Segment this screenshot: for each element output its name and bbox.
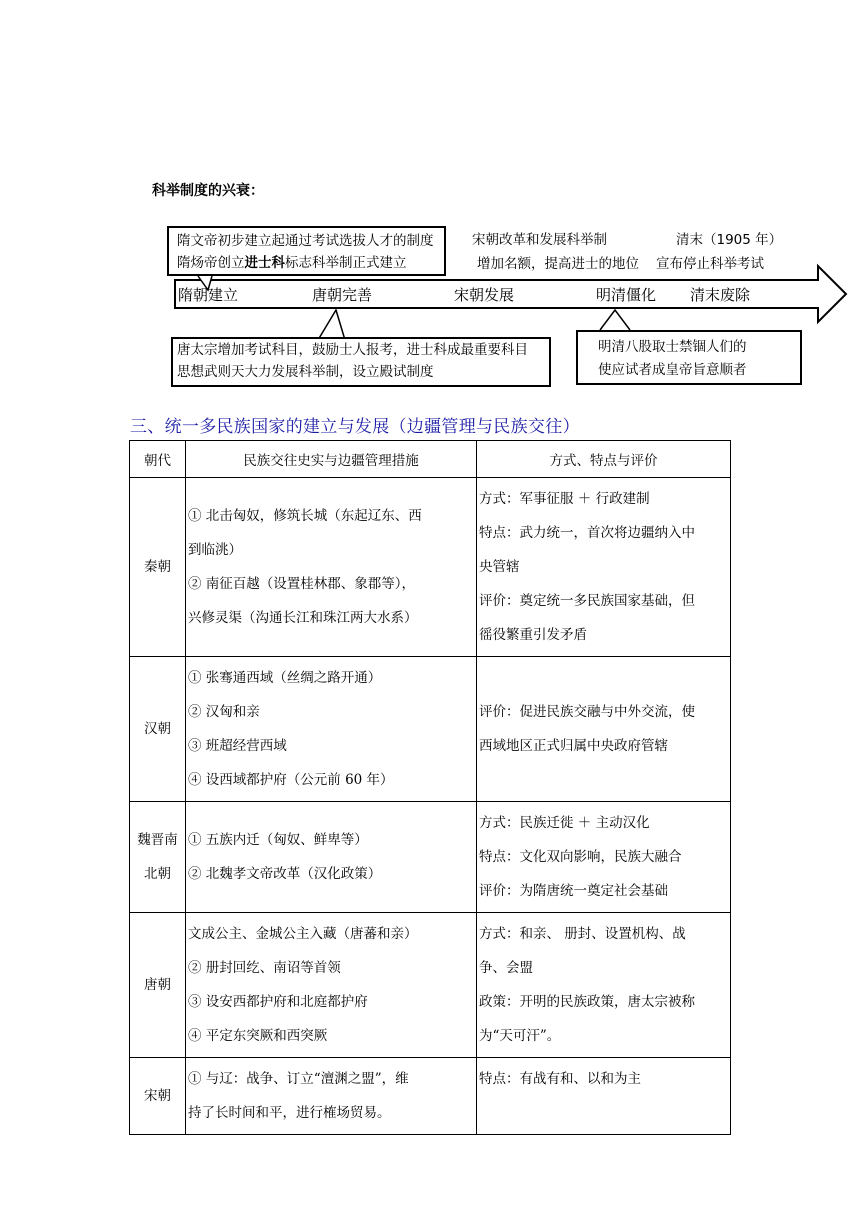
table-row — [130, 802, 731, 913]
ming-line-2: 使应试者成皇帝旨意顺者 — [598, 362, 747, 378]
measure-line: 持了长时间和平，进行榷场贸易。 — [188, 1105, 391, 1121]
ming-qing-annotation-box — [576, 330, 802, 385]
header-dynasty: 朝代 — [130, 441, 186, 478]
evaluation-line: 徭役繁重引发矛盾 — [479, 627, 587, 643]
evaluation-line: 特点：文化双向影响，民族大融合 — [479, 849, 682, 865]
dynasty-cell: 汉朝 — [130, 657, 186, 802]
song-line-1: 宋朝改革和发展科举制 — [472, 232, 607, 248]
table-row — [130, 657, 731, 802]
evaluation-line: 为“天可汗”。 — [479, 1028, 561, 1044]
measure-line: ④ 平定东突厥和西突厥 — [188, 1028, 328, 1044]
sui-line-2-prefix: 隋炀帝创立 — [177, 255, 245, 271]
header-evaluation: 方式、特点与评价 — [477, 441, 731, 478]
sui-line-2 — [177, 252, 407, 274]
ming-line-1: 明清八股取士禁锢人们的 — [598, 339, 747, 355]
stage-label-sui: 隋朝建立 — [178, 286, 239, 304]
measure-line: ③ 设安西都护府和北庭都护府 — [188, 994, 368, 1010]
evaluation-line: 特点：武力统一，首次将边疆纳入中 — [479, 525, 695, 541]
dynasty-cell — [130, 802, 186, 913]
sui-line-1: 隋文帝初步建立起通过考试选拔人才的制度 — [177, 233, 434, 249]
measure-line: ③ 班超经营西域 — [188, 738, 287, 754]
measure-line: ① 张骞通西域（丝绸之路开通） — [188, 670, 382, 686]
table-row — [130, 913, 731, 1058]
table-header-row — [130, 441, 731, 478]
header-measures: 民族交往史实与边疆管理措施 — [186, 441, 477, 478]
sui-annotation-box — [167, 226, 446, 276]
dynasty-cell: 唐朝 — [130, 913, 186, 1058]
measure-line: ② 汉匈和亲 — [188, 704, 260, 720]
evaluation-cell — [477, 657, 731, 802]
evaluation-cell — [477, 1058, 731, 1135]
evaluation-line: 评价：为隋唐统一奠定社会基础 — [479, 883, 668, 899]
measure-line: ② 南征百越（设置桂林郡、象郡等）， — [188, 576, 416, 592]
tang-annotation-box — [171, 337, 551, 387]
table-row — [130, 478, 731, 657]
evaluation-line: 特点：有战有和、以和为主 — [479, 1071, 641, 1087]
dynasty-cell: 秦朝 — [130, 478, 186, 657]
sui-line-2-bold: 进士科 — [244, 255, 285, 271]
tang-line-2: 思想武则天大力发展科举制，设立殿试制度 — [177, 364, 434, 380]
measure-line: ① 五族内迁（匈奴、鲜卑等） — [188, 832, 368, 848]
measure-line: 到临洮） — [188, 542, 242, 558]
measures-cell — [186, 913, 477, 1058]
measures-cell — [186, 478, 477, 657]
evaluation-line: 央管辖 — [479, 559, 520, 575]
evaluation-line: 争、会盟 — [479, 960, 533, 976]
measure-line: ① 北击匈奴，修筑长城（东起辽东、西 — [188, 508, 422, 524]
dynasty-line: 魏晋南 — [137, 832, 178, 848]
diagram-title: 科举制度的兴衰： — [152, 183, 264, 199]
measure-line: ④ 设西域都护府（公元前 60 年） — [188, 772, 394, 788]
evaluation-cell — [477, 913, 731, 1058]
evaluation-line: 政策：开明的民族政策，唐太宗被称 — [479, 994, 695, 1010]
stage-label-song: 宋朝发展 — [454, 286, 515, 304]
ming-callout-pointer — [600, 310, 630, 330]
evaluation-line: 方式：民族迁徙 ＋ 主动汉化 — [479, 815, 650, 831]
evaluation-line: 评价：促进民族交融与中外交流，使 — [479, 704, 695, 720]
qing-line-2: 宣布停止科举考试 — [656, 256, 764, 272]
stage-label-qing-end: 清末废除 — [690, 286, 751, 304]
measure-line: 文成公主、金城公主入藏（唐蕃和亲） — [188, 926, 418, 942]
measures-cell — [186, 802, 477, 913]
sui-line-2-suffix: 标志科举制正式建立 — [285, 255, 407, 271]
tang-line-1: 唐太宗增加考试科目，鼓励士人报考，进士科成最重要科目 — [177, 342, 528, 358]
evaluation-line: 西域地区正式归属中央政府管辖 — [479, 738, 668, 754]
qing-line-1: 清末（1905 年） — [676, 232, 783, 248]
section-heading: 三、统一多民族国家的建立与发展（边疆管理与民族交往） — [130, 417, 580, 437]
tang-callout-pointer — [318, 310, 345, 340]
song-line-2: 增加名额，提高进士的地位 — [477, 256, 639, 272]
measures-cell — [186, 657, 477, 802]
evaluation-cell — [477, 478, 731, 657]
evaluation-line: 评价：奠定统一多民族国家基础，但 — [479, 593, 695, 609]
evaluation-line: 方式：和亲、 册封、设置机构、战 — [479, 926, 686, 942]
stage-label-tang: 唐朝完善 — [312, 286, 373, 304]
measures-cell — [186, 1058, 477, 1135]
evaluation-cell — [477, 802, 731, 913]
measure-line: 兴修灵渠（沟通长江和珠江两大水系） — [188, 610, 418, 626]
measure-line: ① 与辽：战争、订立“澶渊之盟”，维 — [188, 1071, 409, 1087]
ethnic-relations-table — [129, 440, 731, 1135]
table-row — [130, 1058, 731, 1135]
dynasty-line: 北朝 — [144, 866, 171, 882]
measure-line: ② 册封回纥、南诏等首领 — [188, 960, 341, 976]
dynasty-cell: 宋朝 — [130, 1058, 186, 1135]
stage-label-ming-qing: 明清僵化 — [596, 286, 657, 304]
evaluation-line: 方式：军事征服 ＋ 行政建制 — [479, 491, 650, 507]
measure-line: ② 北魏孝文帝改革（汉化政策） — [188, 866, 382, 882]
